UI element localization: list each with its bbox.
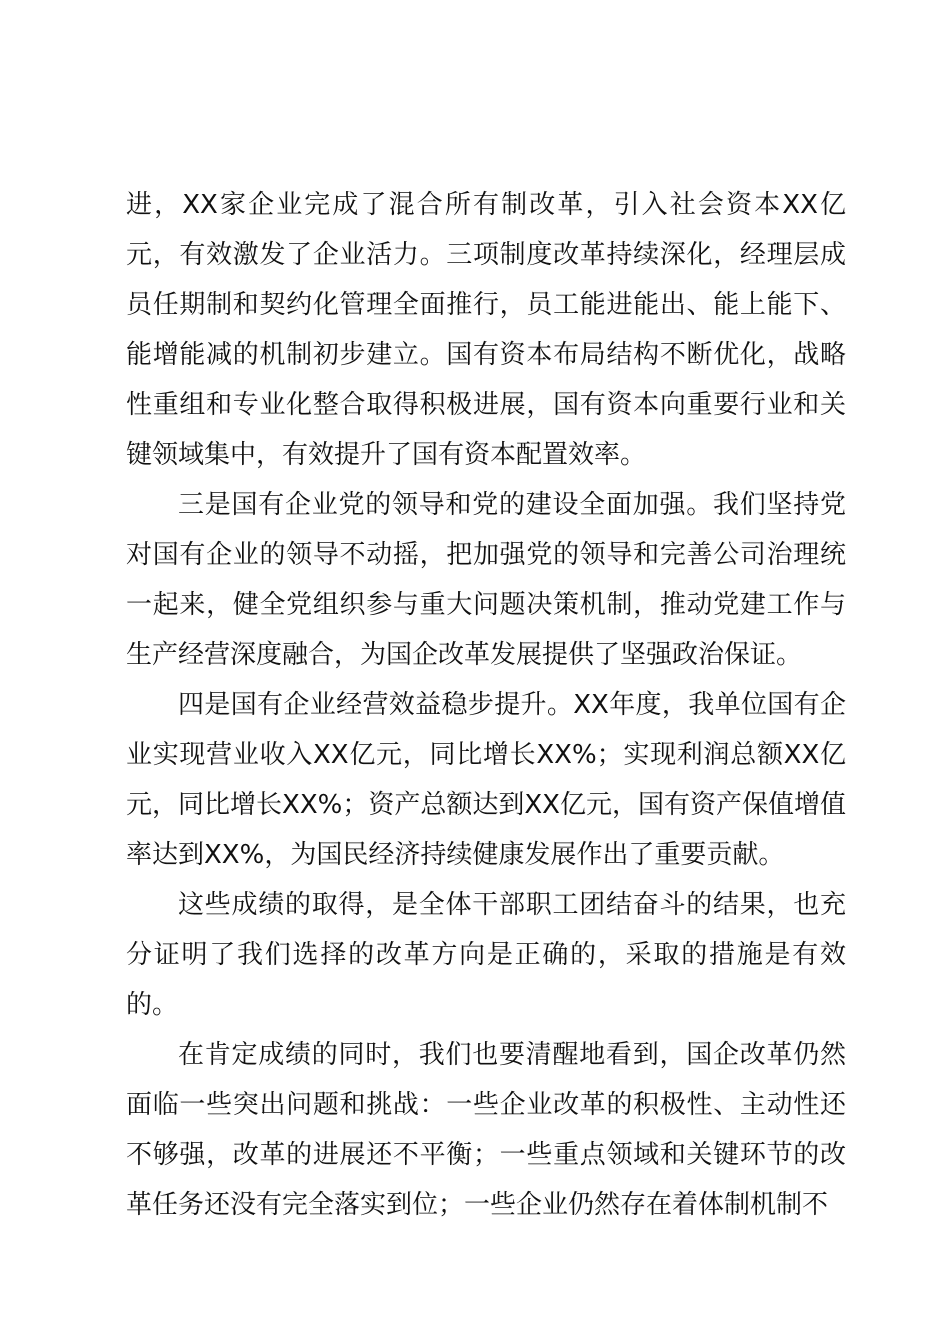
paragraph-challenges: 在肯定成绩的同时，我们也要清醒地看到，国企改革仍然面临一些突出问题和挑战：一些企业改革的积极性、主动性还不够强，改革的进展还不平衡；一些重点领域和关键环节的改革任务还没有完全落实到位；一些企业仍然存在着体制机制不 <box>126 1040 846 1220</box>
paragraph-operating-efficiency: 四是国有企业经营效益稳步提升。XX年度，我单位国有企业实现营业收入XX亿元，同比增长XX%；实现利润总额XX亿元，同比增长XX%；资产总额达到XX亿元，国有资产保值增值率达到XX%，为国民经济持续健康发展作出了重要贡献。 <box>126 690 846 870</box>
body-text <box>126 180 846 1230</box>
paragraph-continuation: 进，XX家企业完成了混合所有制改革，引入社会资本XX亿元，有效激发了企业活力。三项制度改革持续深化，经理层成员任期制和契约化管理全面推行，员工能进能出、能上能下、能增能减的机制初步建立。国有资本布局结构不断优化，战略性重组和专业化整合取得积极进展，国有资本向重要行业和关键领域集中，有效提升了国有资本配置效率。 <box>126 190 846 470</box>
paragraph-party-leadership: 三是国有企业党的领导和党的建设全面加强。我们坚持党对国有企业的领导不动摇，把加强党的领导和完善公司治理统一起来，健全党组织参与重大问题决策机制，推动党建工作与生产经营深度融合，为国企改革发展提供了坚强政治保证。 <box>126 490 846 670</box>
paragraph-achievements: 这些成绩的取得，是全体干部职工团结奋斗的结果，也充分证明了我们选择的改革方向是正确的，采取的措施是有效的。 <box>126 890 846 1020</box>
